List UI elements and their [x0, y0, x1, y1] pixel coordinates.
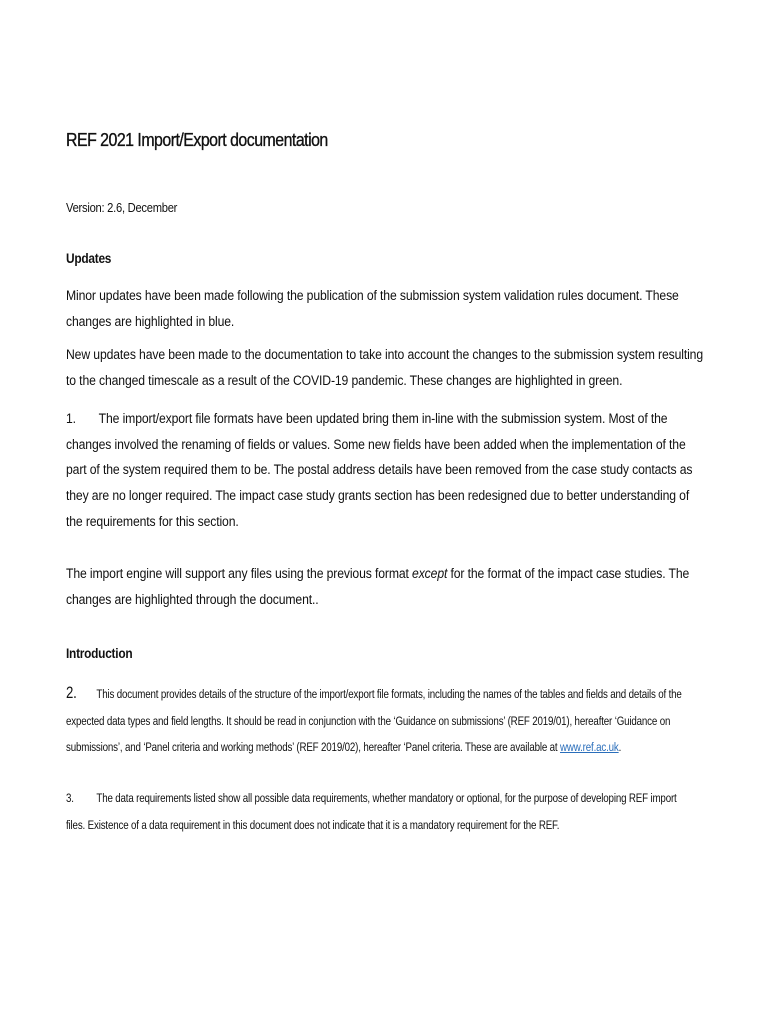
updates-heading: Updates [66, 250, 112, 266]
item-text-end: . [618, 740, 622, 754]
page-title: REF 2021 Import/Export documentation [66, 129, 328, 150]
updates-paragraph-2: New updates have been made to the documentation to take into account the changes to the submission system resulting to the changed timescale as a result of the COVID-19 pandemic. These changes are highlighted in green. [66, 347, 703, 389]
item-number: 1. [66, 411, 76, 427]
updates-item-1 [66, 407, 706, 536]
version-line: Version: 2.6, December [66, 200, 178, 215]
emphasis-text: except [412, 566, 448, 582]
item-number: 3. [66, 791, 74, 805]
introduction-item-3 [66, 785, 698, 838]
updates-paragraph-4 [66, 562, 706, 613]
introduction-heading: Introduction [66, 645, 133, 661]
item-number: 2. [66, 684, 77, 702]
item-text: This document provides details of the structure of the import/export file formats, including the names of the tables and fields and details of the expected data types and field lengths. It should be read in conjunction with the ‘Guidance on submissions’ (REF 2019/01), hereafter ‘Guidance on submissions’, and ‘Panel criteria and working methods’ (REF 2019/02), hereafter ‘Panel criteria. These are available at [66, 687, 682, 754]
introduction-item-2 [66, 680, 698, 761]
updates-paragraph-1: Minor updates have been made following the publication of the submission system validation rules document. These changes are highlighted in blue. [66, 288, 679, 330]
ref-website-link[interactable]: www.ref.ac.uk [560, 740, 619, 754]
paragraph-text: for the format of the impact case studies. The changes are highlighted through the document.. [66, 566, 690, 608]
item-text: The data requirements listed show all possible data requirements, whether mandatory or optional, for the purpose of developing REF import files. Existence of a data requirement in this document does not indicate that it is a mandatory requirement for the REF. [66, 791, 677, 832]
item-text: The import/export file formats have been updated bring them in-line with the submission system. Most of the changes involved the renaming of fields or values. Some new fields have been added when the implementation of the part of the system required them to be. The postal address details have been removed from the case study contacts as they are no longer required. The impact case study grants section has been redesigned due to better understanding of the requirements for this section. [66, 411, 693, 530]
paragraph-text: The import engine will support any files using the previous format [66, 566, 413, 582]
